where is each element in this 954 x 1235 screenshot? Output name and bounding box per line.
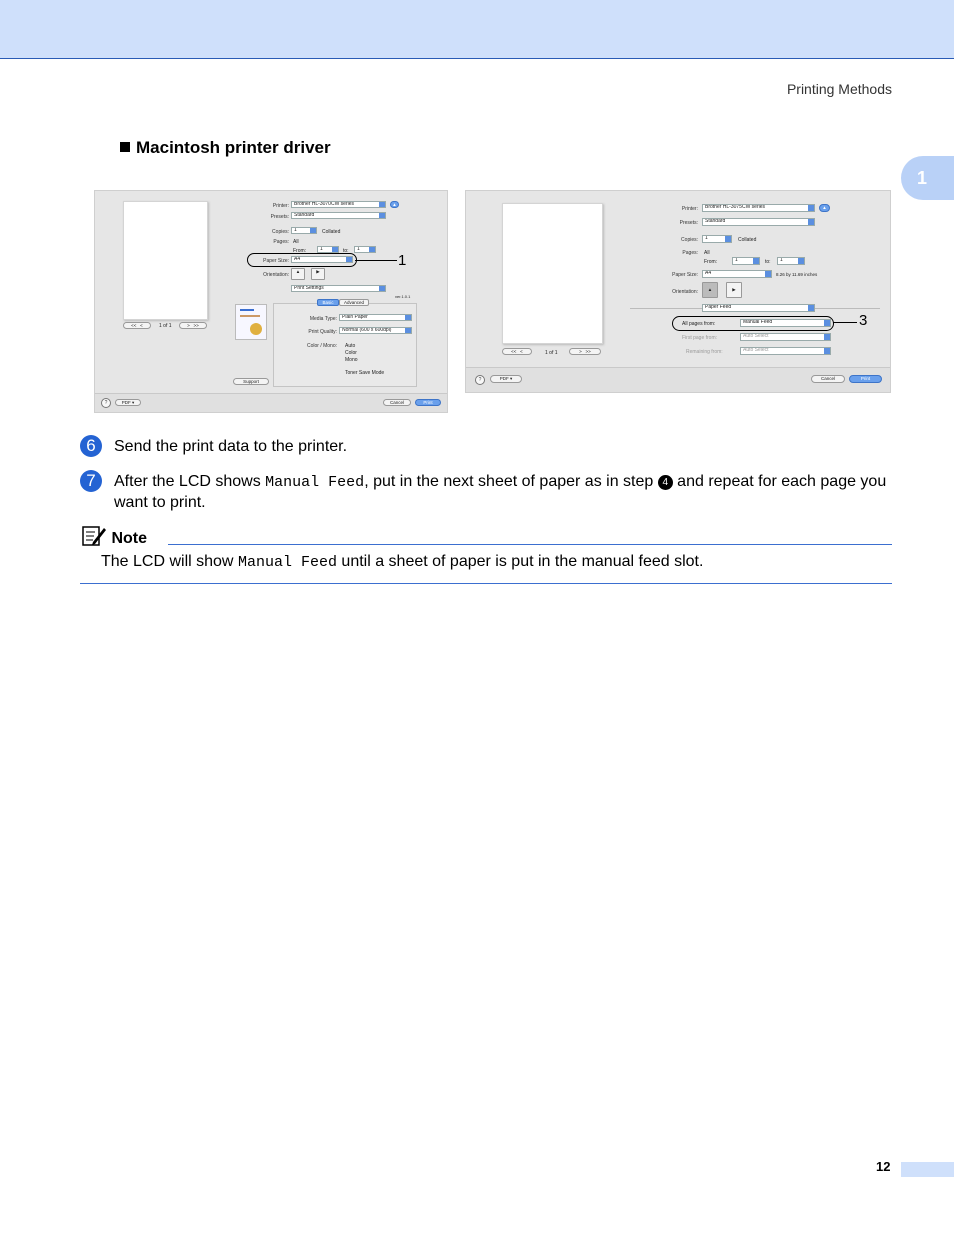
- preview-first-prev-button[interactable]: << <: [123, 322, 151, 329]
- paper-size-callout-oval: [247, 253, 357, 267]
- step-text: After the LCD shows Manual Feed, put in the next sheet of paper as in step 4 and repeat for each page you want to print.: [114, 473, 887, 511]
- pdf-button[interactable]: PDF ▾: [490, 375, 522, 383]
- presets-select[interactable]: Standard: [702, 218, 815, 226]
- note-bottom-rule: [80, 583, 892, 584]
- step-reference-badge: 4: [658, 475, 673, 490]
- print-button[interactable]: Print: [849, 375, 882, 383]
- pages-from-radio[interactable]: From:: [704, 259, 718, 265]
- help-icon[interactable]: ?: [101, 398, 111, 408]
- callout-leader-line: [355, 260, 397, 261]
- pages-to-input[interactable]: 1: [777, 257, 805, 265]
- pages-label: Pages:: [273, 239, 289, 245]
- remaining-from-label: Remaining from:: [686, 349, 723, 355]
- media-type-label: Media Type:: [309, 316, 337, 322]
- square-bullet-icon: [120, 142, 130, 152]
- color-color-radio[interactable]: Color: [345, 350, 357, 356]
- copies-label: Copies:: [681, 237, 698, 243]
- page-nav-text: 1 of 1: [545, 350, 558, 356]
- dialog-bottom-bar: [466, 367, 890, 392]
- presets-label: Presets:: [270, 214, 289, 220]
- printer-label: Printer:: [272, 203, 289, 209]
- printer-select[interactable]: Brother HL-3070CW series: [291, 201, 386, 208]
- preview-next-last-button[interactable]: > >>: [179, 322, 207, 329]
- page-number: 12: [876, 1159, 891, 1174]
- presets-label: Presets:: [679, 220, 698, 226]
- callout-number: 3: [859, 312, 868, 329]
- copies-input[interactable]: 1: [702, 235, 732, 243]
- panel-select[interactable]: Paper Feed: [702, 304, 815, 312]
- color-auto-radio[interactable]: Auto: [345, 343, 356, 349]
- printer-label: Printer:: [681, 206, 698, 212]
- pages-all-radio[interactable]: All: [293, 239, 299, 245]
- print-quality-select[interactable]: Normal (600 x 600dpi): [339, 327, 412, 334]
- first-page-from-select[interactable]: Auto Select: [740, 333, 831, 341]
- paper-size-info: 8.26 by 11.69 inches: [776, 272, 818, 277]
- paper-size-select[interactable]: A4: [291, 256, 353, 263]
- collated-checkbox[interactable]: Collated: [738, 237, 757, 243]
- all-pages-from-select[interactable]: Manual Feed: [740, 319, 831, 327]
- section-title: Macintosh printer driver: [136, 138, 331, 157]
- copies-input[interactable]: 1: [291, 227, 317, 234]
- note-title: Note: [111, 530, 148, 547]
- paper-size-label: Paper Size:: [263, 258, 289, 264]
- orientation-label: Orientation:: [263, 272, 289, 278]
- copies-label: Copies:: [272, 229, 289, 235]
- toner-save-checkbox[interactable]: Toner Save Mode: [345, 370, 385, 376]
- cancel-button[interactable]: Cancel: [383, 399, 411, 406]
- pages-to-input[interactable]: 1: [354, 246, 376, 253]
- print-dialog-screenshot-basic: [94, 190, 448, 413]
- preview-next-last-button[interactable]: > >>: [569, 348, 601, 355]
- tab-basic[interactable]: Basic: [317, 299, 339, 306]
- landscape-orientation-icon[interactable]: ▶: [726, 282, 742, 298]
- print-quality-label: Print Quality:: [308, 329, 337, 335]
- first-page-from-radio[interactable]: First page from:: [682, 335, 718, 341]
- paper-size-select[interactable]: A4: [702, 270, 772, 278]
- step-text: Send the print data to the printer.: [114, 438, 348, 455]
- printer-expand-button[interactable]: ▲: [390, 201, 399, 208]
- note-top-rule: [168, 544, 892, 545]
- page-tab: [901, 1162, 954, 1177]
- orientation-label: Orientation:: [672, 289, 698, 295]
- collated-checkbox[interactable]: Collated: [322, 229, 341, 235]
- all-pages-from-radio[interactable]: All pages from:: [682, 321, 716, 327]
- pages-to-label: to:: [343, 248, 349, 254]
- note-text: The LCD will show Manual Feed until a sheet of paper is put in the manual feed slot.: [101, 553, 704, 571]
- chapter-tab: 1: [901, 156, 954, 200]
- pages-all-radio[interactable]: All: [704, 250, 710, 256]
- running-title: Printing Methods: [786, 81, 892, 97]
- color-mono-label: Color / Mono:: [306, 343, 337, 349]
- lcd-message: Manual Feed: [265, 474, 365, 491]
- print-button[interactable]: Print: [415, 399, 441, 406]
- printer-driver-logo-icon: [235, 304, 267, 340]
- printer-expand-button[interactable]: ▲: [819, 204, 830, 212]
- pages-label: Pages:: [682, 250, 698, 256]
- landscape-orientation-icon[interactable]: ▶: [311, 268, 325, 280]
- step-number-badge: 7: [80, 470, 102, 492]
- tab-advanced[interactable]: Advanced: [339, 299, 369, 306]
- page-preview: [502, 203, 603, 344]
- portrait-orientation-icon[interactable]: ▲: [291, 268, 305, 280]
- cancel-button[interactable]: Cancel: [811, 375, 845, 383]
- header-band: [0, 0, 954, 59]
- pages-to-label: to:: [765, 259, 771, 265]
- dialog-bottom-bar: [95, 393, 447, 412]
- page-preview: [123, 201, 208, 320]
- step-number-badge: 6: [80, 435, 102, 457]
- callout-leader-line: [833, 322, 857, 323]
- callout-number: 1: [398, 252, 407, 269]
- presets-select[interactable]: Standard: [291, 212, 386, 219]
- panel-select[interactable]: Print Settings: [291, 285, 386, 292]
- note-heading: [82, 525, 147, 548]
- color-mono-radio[interactable]: Mono: [345, 357, 358, 363]
- media-type-select[interactable]: Plain Paper: [339, 314, 412, 321]
- pages-from-input[interactable]: 1: [732, 257, 760, 265]
- remaining-from-select[interactable]: Auto Select: [740, 347, 831, 355]
- lcd-message: Manual Feed: [237, 554, 337, 571]
- pdf-button[interactable]: PDF ▾: [115, 399, 141, 406]
- section-heading: [120, 138, 331, 158]
- printer-select[interactable]: Brother HL-3075CW series: [702, 204, 815, 212]
- print-dialog-screenshot-paper-feed: [465, 190, 891, 393]
- paper-size-label: Paper Size:: [672, 272, 698, 278]
- pages-from-radio[interactable]: From:: [293, 248, 307, 254]
- version-text: ver.1.0.1: [395, 294, 411, 299]
- page-nav-text: 1 of 1: [159, 323, 172, 329]
- preview-first-prev-button[interactable]: << <: [502, 348, 532, 355]
- portrait-orientation-icon[interactable]: ▲: [702, 282, 718, 298]
- support-button[interactable]: Support: [233, 378, 269, 385]
- pages-from-input[interactable]: 1: [317, 246, 339, 253]
- note-pencil-icon: [82, 525, 107, 547]
- help-icon[interactable]: ?: [475, 375, 485, 385]
